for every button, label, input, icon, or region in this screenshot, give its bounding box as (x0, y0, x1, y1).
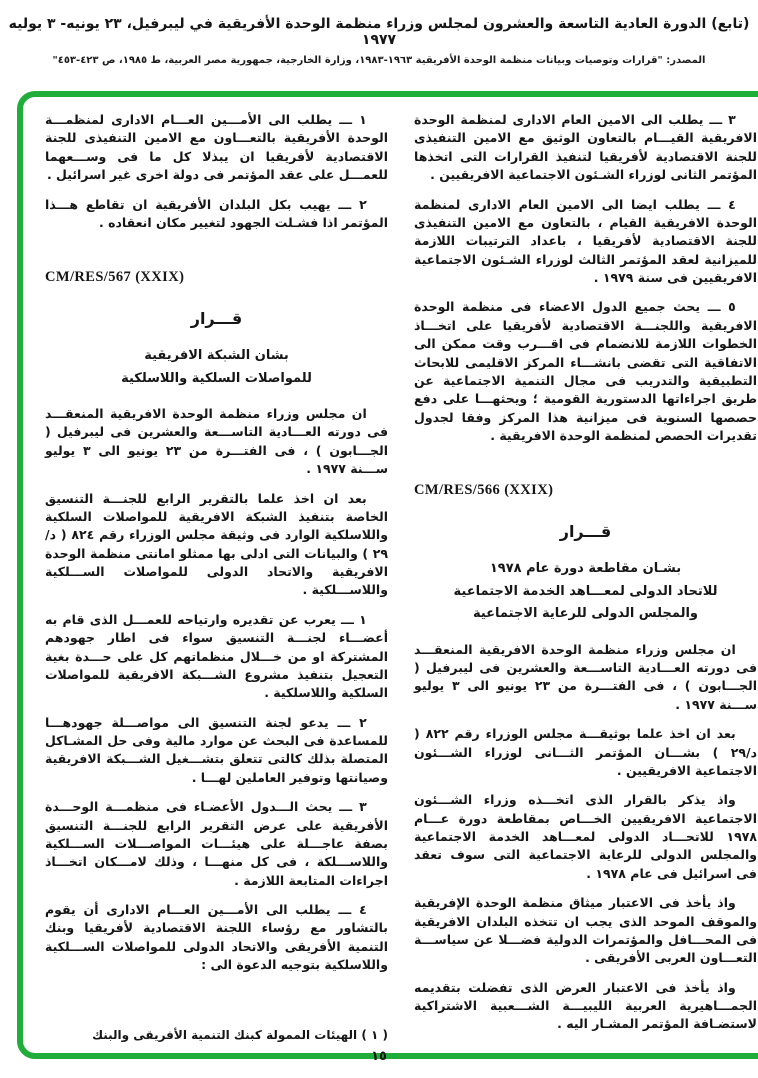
resolution-566-recalling-clause: واذ يذكر بالقرار الذى اتخـــذه وزراء الشـــئون الاجتماعية الافريقيين الخـــاص بمقاطعة دورة عـــام ١٩٧٨ للاتحـــاد الدولى لمعـــاهد الخدمة الاجتماعية والمجلس الدولى للرعاية الاجتماعية التى سوف تعقد فى اسرائيل فى عام ١٩٧٨ . (414, 792, 757, 881)
resolution-565-paragraph-4: ٤ ـــ يطلب ايضا الى الامين العام الادارى لمنظمة الوحدة الافريقية القيام ، بالتعاون مع الامين التنفيذى للجنة الاقتصادية لأفريقيا ، باعداد الترتيبات اللازمة للميزانية لعقد المؤتمر الثالث لوزراء الشـئون الاجتماعية الافريقيين فى سنة ١٩٧٩ . (414, 196, 757, 285)
resolution-565-paragraph-3: ٣ ـــ يطلب الى الامين العام الادارى لمنظمة الوحدة الافريقية القيـــام بالتعاون الوثيق مع الامين التنفيذى للجنة الاقتصادية لأفريقيا لتنفيذ القرارات التى اتخذها المؤتمر الثانى لوزراء الشـئون الاجتماعية الافريقيين . (414, 112, 757, 183)
resolution-565-paragraph-5: ٥ ـــ يحث جميع الدول الاعضاء فى منظمة الوحدة الافريقية واللجنـــة الاقتصادية لأفريقيا على اتخـــاذ الخطوات اللازمة للانضمام فى اقـــرب وقت ممكن الى الاتفاقية التى تقضى بانشـــاء المركز الاقليمى للابحاث التطبيقية والتدريب فى مجال التنمية الاجتماعية عن طريق اجراءاتها الدستورية القومية ؛ ويحثهـــا على دفع حصصها السنوية فى ميزانية هذا المركز وفقا لجدول تقديرات الحصص لمنظمة الوحدة الافريقية . (414, 299, 757, 443)
decision-heading: قـــرار (559, 521, 612, 541)
footnote: ( ١ ) الهيئات الممولة كبنك التنمية الأفريقى والبنك (92, 1028, 388, 1043)
resolution-567-title (45, 346, 388, 391)
resolution-565-paragraph-1: ١ ـــ يطلب الى الأمـــين العـــام الادارى لمنظمـــة الوحدة الأفريقية بالتعـــاون مع الامين التنفيذى للجنة الاقتصادية لأفريقيا ان يبذلا كل ما فى وســـعهما للعمـــل على عقد المؤتمر فى دولة اخرى غير اسرائيل . (45, 112, 388, 183)
resolution-567-title-line: بشان الشبكة الافريقية (144, 348, 289, 364)
decision-heading: قـــرار (190, 308, 243, 328)
content-frame (17, 91, 758, 1059)
resolution-565-paragraph-2: ٢ ـــ يهيب بكل البلدان الأفريقية ان تقاطع هـــذا المؤتمر اذا فشـلت الجهود لتغيير مكان انعقاده . (45, 196, 388, 230)
resolution-567-title-line: للمواصلات السلكية واللاسلكية (121, 370, 312, 386)
page-header (0, 0, 758, 66)
resolution-567-preamble: ان مجلس وزراء منظمة الوحدة الافريقية المنعقـــد فى دورته العـــادية التاســـعة والعشرين فى ليبرفيل ( الجـــابون ) ، فى الفتـــرة من ٢٣ يونيو الى ٣ يوليو ســـنة ١٩٧٧ . (45, 406, 389, 477)
resolution-566-charter-clause: واذ يأخذ فى الاعتبار ميثاق منظمة الوحدة الإفريقية والموقف الموحد الذى يجب ان تتخذه البلدان الافريقية فى المحـــافل والمؤتمرات الدولية فضـــلا عن سياســـة التعـــاون العربى الأفريقى . (414, 895, 757, 966)
source-line: المصدر: "قرارات وتوصيات وبيانات منظمة الوحدة الأفريقية ١٩٦٣-١٩٨٣، وزارة الخارجية، جمهورية مصر العربية، ط ١٩٨٥، ص ٤٢٣-٤٥٣" (52, 55, 706, 66)
noted-rest: علما بوثيقـــة مجلس الوزراء رقم ٨٢٢ ( د/٢٩ ) بشـــان المؤتمر الثـــانى لوزراء الشـــئون الاجتماعية الافريقيين . (414, 726, 757, 778)
session-header: (تابع) الدورة العادية التاسعة والعشرون لمجلس وزراء منظمة الوحدة الأفريقية في ليبرفيل، ٢٣ يونيه- ٣ يوليه ١٩٧٧ (8, 16, 750, 48)
resolution-567-operative-4: ٤ ـــ يطلب الى الأمـــين العـــام الادارى أن يقوم بالتشاور مع رؤساء اللجنة الاقتصادية لأفريقيا وبنك التنمية الأفريقى والاتحاد الدولى للمواصلات الســـلكية واللاسلكية بتوجيه الدعوة الى : (45, 902, 388, 973)
resolution-567-noted-clause: بعد ان اخذ علما بالتقرير الرابع للجنـــة التنسيق الخاصة بتنفيذ الشبكة الافريقية للمواصلات السلكية واللاسلكية الوارد فى وثيقة مجلس الوزراء رقم ٨٢٤ ( د/٢٩ ) والبيانات التى ادلى بها ممثلو امانتى منظمة الوحدة الافريقية والاتحاد الدولى للمواصلات الســـلكية واللاســـلكية . (45, 490, 388, 598)
resolution-code-567: CM/RES/567 (XXIX) (45, 269, 185, 286)
resolution-567-operative-1: ١ ـــ يعرب عن تقديره وارتياحه للعمـــل الذى قام به أعضـــاء لجنـــة التنسيق سواء فى اطار جهودهم المشتركة او من خـــلال منظماتهم كل على حـــدة بغية التعجيل بتنفيذ مشروع الشـــبكة الافريقية للمواصلات السلكية واللاسلكية . (45, 611, 388, 701)
resolution-566-noted-clause (414, 725, 757, 780)
resolution-566-preamble: ان مجلس وزراء منظمة الوحدة الافريقية المنعقـــد فى دورته العـــادية التاســـعة والعشرين فى ليبرفيل ( الجـــابون ) ، فى الفتـــرة من ٢٣ يونيو الى ٣ يوليو ســـنة ١٩٧٧ . (414, 641, 758, 712)
resolution-566-title (414, 559, 757, 627)
resolution-567-operative-2: ٢ ـــ يدعو لجنة التنسيق الى مواصـــلة جهودهـــا للمساعدة فى البحث عن موارد مالية وفى حل المشـاكل المتصلة بذلك كالتى تتعلق بتشـــغيل الشـــبكة الافريقية وصيانتها وتوفير العاملين لهـــا . (45, 714, 388, 785)
columns (45, 111, 757, 1045)
resolution-566-title-line: بشـان مقاطعة دورة عام ١٩٧٨ (489, 561, 682, 577)
resolution-code-566: CM/RES/566 (XXIX) (414, 482, 554, 499)
resolution-566-title-line: للاتحاد الدولى لمعـــاهد الخدمة الاجتماعية (453, 583, 718, 599)
left-column (45, 111, 388, 1045)
resolution-566-title-line: والمجلس الدولى للرعاية الاجتماعية (472, 606, 698, 622)
page-number: ١٥ (371, 1049, 387, 1064)
noted-lead: بعد ان اخذ (669, 726, 736, 742)
right-column (414, 111, 757, 1045)
resolution-567-operative-3: ٣ ـــ يحث الـــدول الأعضـاء فى منظمـــة الوحـــدة الأفريقية على عرض التقرير الرابع للجنـــة التنسيق بصفة عاجـــلة على هيئـــات المواصـــلات الســـلكية واللاســـلكة ، فى كل منهـــا ، وذلك لامـــكان اتخـــاذ اجراءات المتابعة اللازمة . (45, 799, 388, 888)
resolution-566-offer-clause: واذ يأخذ فى الاعتبار العرض الذى تفضلت بتقديمه الجمـــاهيرية العربية الليبيـــة الشـــعبية الاشتراكية لاستضـافة المؤتمر المشـار اليه . (414, 979, 757, 1032)
